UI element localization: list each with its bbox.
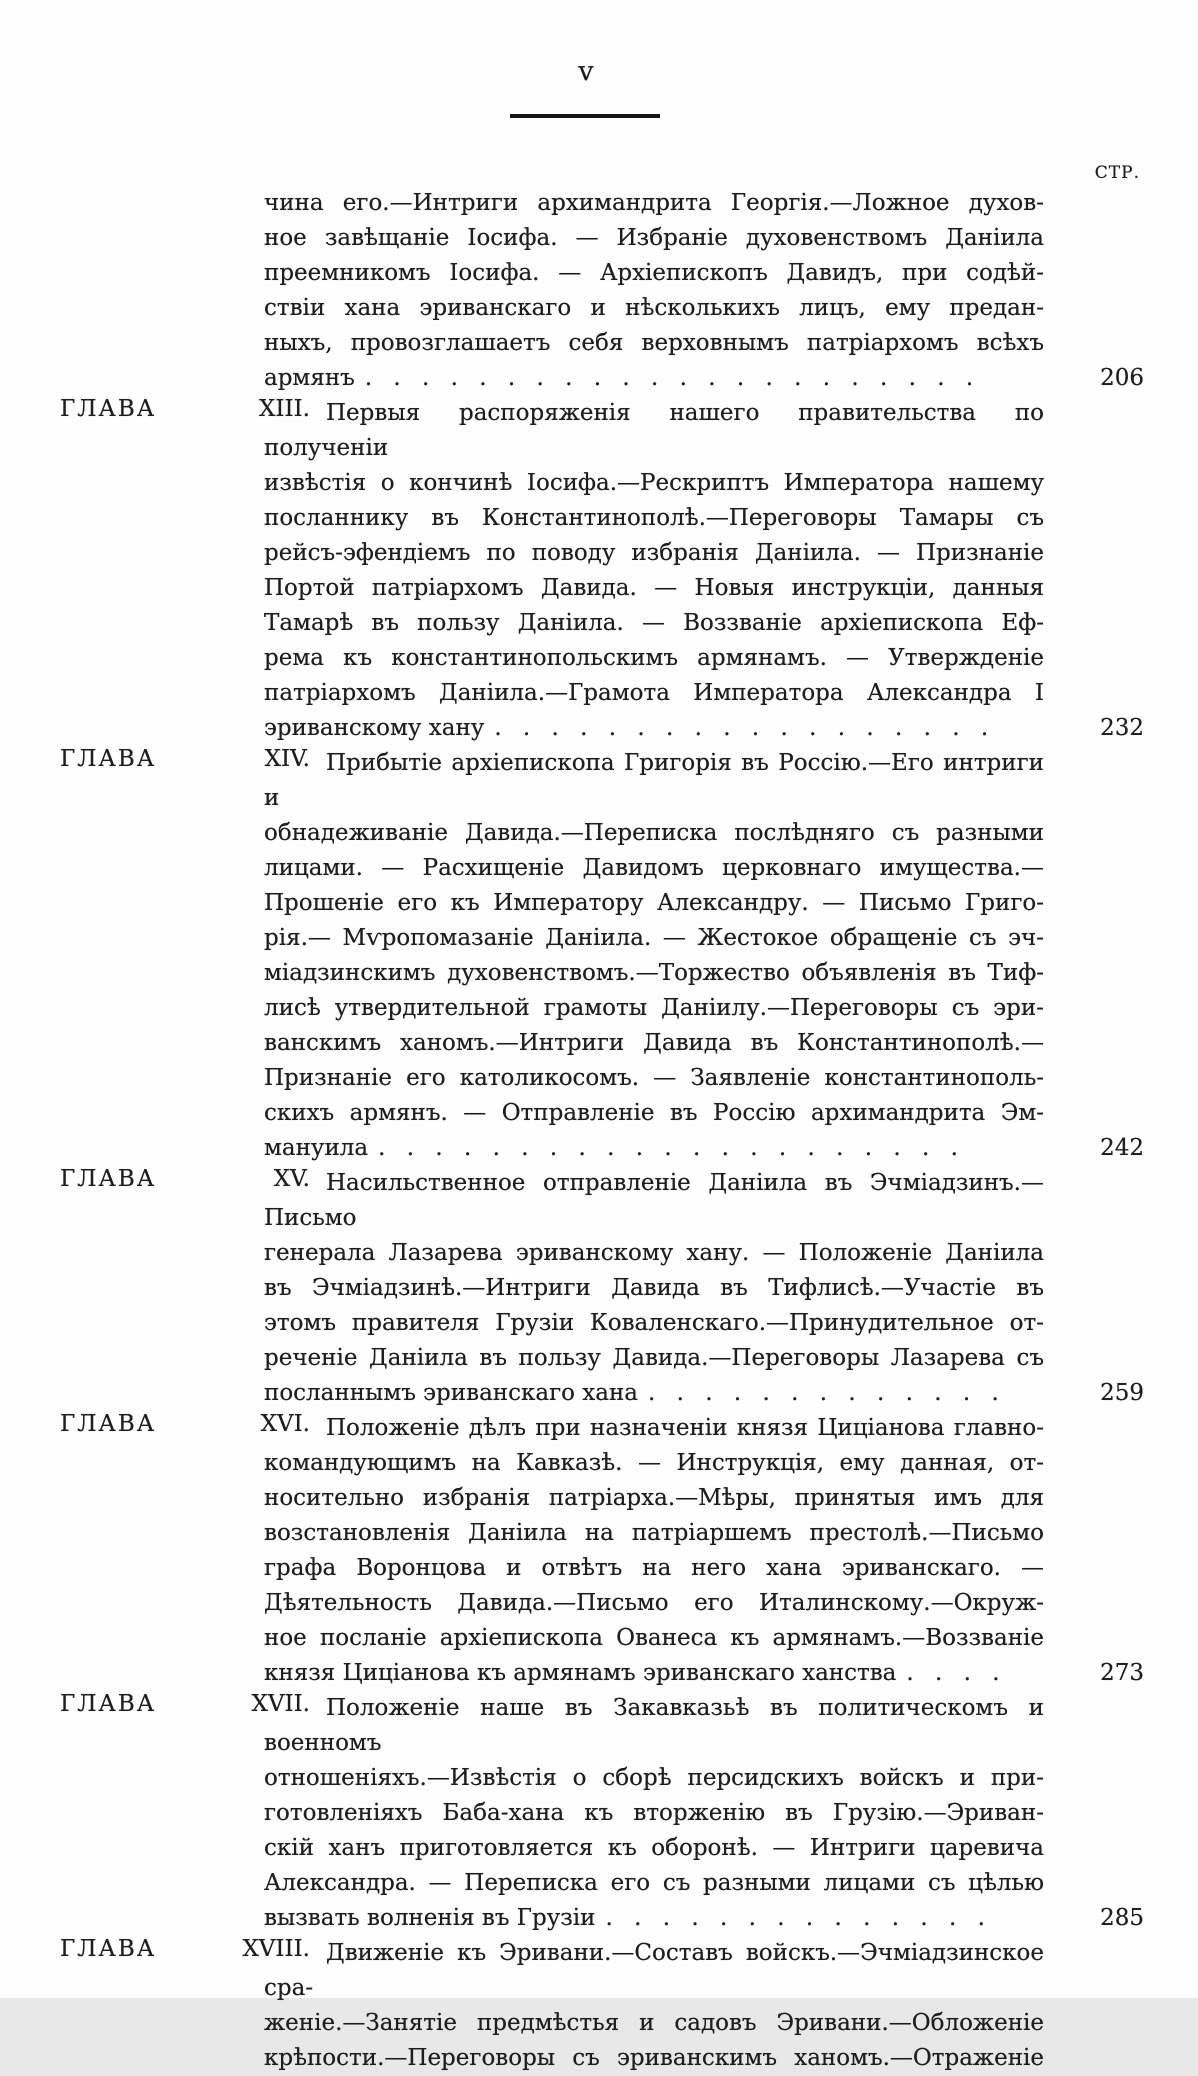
- toc-entry-line: Положеніе дѣлъ при назначеніи князя Циціанова главно-: [326, 1415, 1044, 1441]
- dot-leader: . . . . . . . . . . . . . . . . . .: [494, 715, 989, 741]
- chapter-numeral: XVII.: [251, 1691, 310, 1717]
- toc-entry-lines: [264, 396, 1044, 711]
- chapter-numeral: XIII.: [259, 396, 310, 422]
- chapter-numeral: XVI.: [260, 1411, 310, 1437]
- toc-entry-line: лисѣ утвердительной грамоты Даніилу.—Переговоры съ эри-: [264, 995, 1044, 1021]
- toc-entry-line: рема къ константинопольскимъ армянамъ. — Утвержденіе: [264, 645, 1044, 671]
- toc-entry-line: крѣпости.—Переговоры съ эриванскимъ ханомъ.—Отраженіе: [264, 2045, 1044, 2071]
- toc-entry-line: лицами. — Расхищеніе Давидомъ церковнаго имущества.—: [264, 855, 1044, 881]
- toc-entry-line: скій ханъ приготовляется къ оборонѣ. — Интриги царевича: [264, 1835, 1044, 1861]
- toc-entry-line: женіе.—Занятіе предмѣстья и садовъ Эривани.—Обложеніе: [264, 2010, 1044, 2036]
- page-ref: 273: [1100, 1660, 1144, 1686]
- toc-entry-line: преемникомъ Іосифа. — Архіепископъ Давидъ, при содѣй-: [264, 260, 1044, 286]
- toc-entry-last-line: [264, 1376, 1144, 1411]
- toc-entry-last-line: [264, 1131, 1144, 1166]
- toc-entry-line: рейсъ-эфендіемъ по поводу избранія Даніила. — Признаніе: [264, 540, 1044, 566]
- toc-entry-line: Прошеніе его къ Императору Александру. — Письмо Григо-: [264, 890, 1044, 916]
- dot-leader: . . . .: [906, 1660, 1000, 1686]
- folio-divider-rule: [510, 114, 660, 118]
- toc-entry-line: въ Эчміадзинѣ.—Интриги Давида въ Тифлисѣ.—Участіе въ: [264, 1275, 1044, 1301]
- toc-entry-line: извѣстія о кончинѣ Іосифа.—Рескриптъ Императора нашему: [264, 470, 1044, 496]
- toc-last-line-text: армянъ: [264, 365, 355, 391]
- chapter-label: ГЛАВА: [60, 1411, 157, 1437]
- toc-entry-lines: [264, 1691, 1044, 1901]
- toc-entry-lines: [264, 1166, 1044, 1376]
- toc-entry-line: скихъ армянъ. — Отправленіе въ Россію архимандрита Эм-: [264, 1100, 1044, 1126]
- toc-entry-line: Дѣятельность Давида.—Письмо его Италинскому.—Окруж-: [264, 1590, 1044, 1616]
- toc-entry-line: чина его.—Интриги архимандрита Георгія.—Ложное духов-: [264, 190, 1044, 216]
- toc-entry-lines: [264, 186, 1044, 361]
- toc-last-line-text: князя Циціанова къ армянамъ эриванскаго ханства: [264, 1660, 897, 1686]
- dot-leader: . . . . . . . . . . . . . .: [605, 1905, 985, 1931]
- chapter-numeral: XIV.: [264, 746, 310, 772]
- toc-entry-line: Движеніе къ Эривани.—Составъ войскъ.—Эчміадзинское сра-: [264, 1940, 1044, 2001]
- chapter-numeral: XV.: [273, 1166, 310, 1192]
- toc-entry-lines: [264, 1411, 1044, 1656]
- page-column-header: СТР.: [1094, 163, 1140, 183]
- dot-leader: . . . . . . . . . . . . . . . . . . . . .: [378, 1135, 958, 1161]
- toc-last-line-text: мануила: [264, 1135, 369, 1161]
- toc-entry-chapter-18: [60, 1936, 1044, 2076]
- toc-last-line-text: посланнымъ эриванскаго хана: [264, 1380, 639, 1406]
- dot-leader: . . . . . . . . . . . . . . . . . . . . . .: [364, 365, 974, 391]
- toc-entry-last-line: [264, 1656, 1144, 1691]
- toc-entry-continuation: [264, 186, 1144, 396]
- toc-entry-line: ствіи хана эриванскаго и нѣсколькихъ лицъ, ему предан-: [264, 295, 1044, 321]
- toc-entry-line: Признаніе его католикосомъ. — Заявленіе константинополь-: [264, 1065, 1044, 1091]
- toc-entry-line: готовленіяхъ Баба-хана къ вторженію въ Грузію.—Эриван-: [264, 1800, 1044, 1826]
- toc-entry-line: Александра. — Переписка его съ разными лицами съ цѣлью: [264, 1870, 1044, 1896]
- toc-entry-line: Положеніе наше въ Закавказьѣ въ политическомъ и военномъ: [264, 1695, 1044, 1756]
- toc-entry-line: этомъ правителя Грузіи Коваленскаго.—Принудительное от-: [264, 1310, 1044, 1336]
- page-ref: 242: [1100, 1135, 1144, 1161]
- chapter-label: ГЛАВА: [60, 1166, 157, 1192]
- table-of-contents: [60, 186, 1144, 2076]
- toc-last-line-text: вызвать волненія въ Грузіи: [264, 1905, 596, 1931]
- chapter-label: ГЛАВА: [60, 746, 157, 772]
- chapter-numeral: XVIII.: [242, 1936, 310, 1962]
- toc-entry-lines: [264, 746, 1044, 1131]
- toc-entry-line: ное завѣщаніе Іосифа. — Избраніе духовенствомъ Даніила: [264, 225, 1044, 251]
- toc-entry-last-line: [264, 711, 1144, 746]
- toc-entry-chapter-17: [60, 1691, 1144, 1936]
- toc-entry-line: ное посланіе архіепископа Ованеса къ армянамъ.—Воззваніе: [264, 1625, 1044, 1651]
- toc-entry-line: генерала Лазарева эриванскому хану. — Положеніе Даніила: [264, 1240, 1044, 1266]
- toc-entry-line: рія.— Мѵропомазаніе Даніила. — Жестокое обращеніе съ эч-: [264, 925, 1044, 951]
- chapter-label: ГЛАВА: [60, 1936, 157, 1962]
- toc-entry-line: ванскимъ ханомъ.—Интриги Давида въ Константинополѣ.—: [264, 1030, 1044, 1056]
- toc-entry-chapter-15: [60, 1166, 1144, 1411]
- page-ref: 206: [1100, 365, 1144, 391]
- page-ref: 259: [1100, 1380, 1144, 1406]
- toc-entry-lines: [264, 1936, 1044, 2076]
- toc-entry-line: міадзинскимъ духовенствомъ.—Торжество объявленія въ Тиф-: [264, 960, 1044, 986]
- toc-entry-line: носительно избранія патріарха.—Мѣры, принятыя имъ для: [264, 1485, 1044, 1511]
- toc-entry-chapter-13: [60, 396, 1144, 746]
- toc-entry-line: патріархомъ Даніила.—Грамота Императора Александра I: [264, 680, 1044, 706]
- toc-entry-line: возстановленія Даніила на патріаршемъ престолѣ.—Письмо: [264, 1520, 1044, 1546]
- page-ref: 232: [1100, 715, 1144, 741]
- toc-entry-last-line: [264, 1901, 1144, 1936]
- toc-entry-line: реченіе Даніила въ пользу Давида.—Переговоры Лазарева съ: [264, 1345, 1044, 1371]
- toc-entry-line: командующимъ на Кавказѣ. — Инструкція, ему данная, от-: [264, 1450, 1044, 1476]
- toc-entry-chapter-16: [60, 1411, 1144, 1691]
- toc-entry-line: Насильственное отправленіе Даніила въ Эчміадзинъ.—Письмо: [264, 1170, 1044, 1231]
- chapter-label: ГЛАВА: [60, 396, 157, 422]
- dot-leader: . . . . . . . . . . . . .: [648, 1380, 999, 1406]
- toc-entry-line: Портой патріархомъ Давида. — Новыя инструкціи, данныя: [264, 575, 1044, 601]
- toc-entry-last-line: [264, 361, 1144, 396]
- toc-entry-line: отношеніяхъ.—Извѣстія о сборѣ персидскихъ войскъ и при-: [264, 1765, 1044, 1791]
- folio-page-number: v: [578, 56, 594, 87]
- page-ref: 285: [1100, 1905, 1144, 1931]
- chapter-label: ГЛАВА: [60, 1691, 157, 1717]
- toc-entry-line: Первыя распоряженія нашего правительства по полученіи: [264, 400, 1044, 461]
- toc-last-line-text: эриванскому хану: [264, 715, 485, 741]
- toc-entry-chapter-14: [60, 746, 1144, 1166]
- toc-entry-line: графа Воронцова и отвѣтъ на него хана эриванскаго. —: [264, 1555, 1044, 1581]
- toc-entry-line: Прибытіе архіепископа Григорія въ Россію.—Его интриги и: [264, 750, 1044, 811]
- toc-entry-line: посланнику въ Константинополѣ.—Переговоры Тамары съ: [264, 505, 1044, 531]
- toc-entry-line: Тамарѣ въ пользу Даніила. — Воззваніе архіепископа Еф-: [264, 610, 1044, 636]
- toc-entry-line: ныхъ, провозглашаетъ себя верховнымъ патріархомъ всѣхъ: [264, 330, 1044, 356]
- toc-entry-line: обнадеживаніе Давида.—Переписка послѣдняго съ разными: [264, 820, 1044, 846]
